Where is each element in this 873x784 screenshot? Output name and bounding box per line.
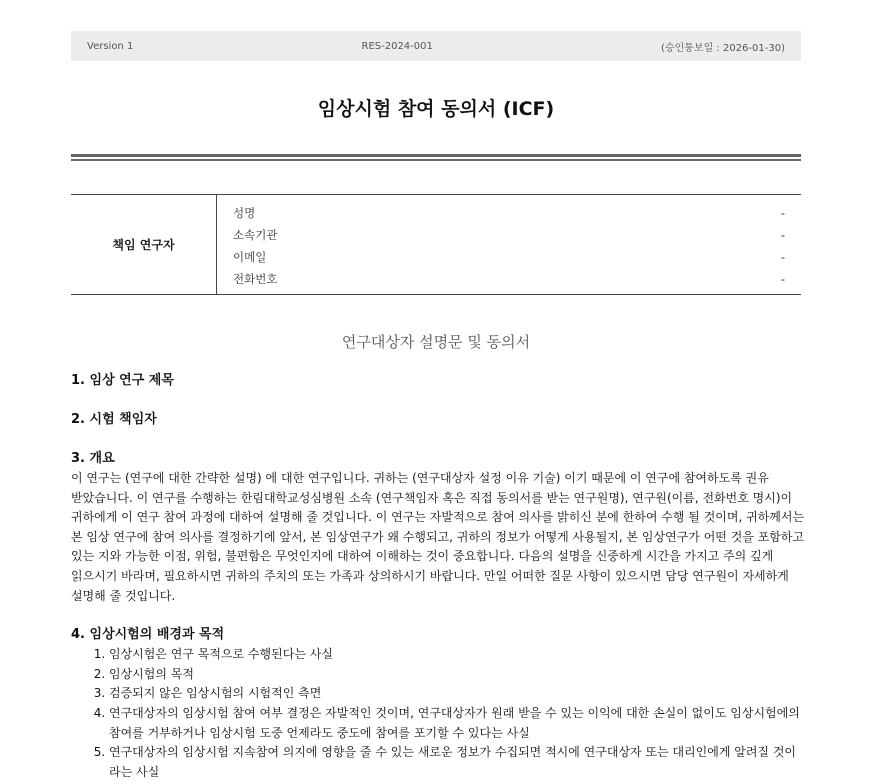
paragraph-line: 읽으시기 바라며, 필요하시면 귀하의 주치의 또는 가족과 상의하시기 바랍니다. 만일 어떠한 질문 사항이 있으시면 담당 연구원이 자세하게 [71,568,789,583]
field-label: 성명 [233,206,256,220]
investigator-table [71,194,801,295]
paragraph-line: 이 연구는 (연구에 대한 간략한 설명) 에 대한 연구입니다. 귀하는 (연구대상자 설정 이유 기술) 이기 때문에 이 연구에 참여하도록 권유 [71,471,769,485]
list-item: 3. 검증되지 않은 임상시험의 시험적인 측면 [109,684,801,704]
version-label: Version 1 [87,40,134,52]
paragraph-line: 귀하에게 이 연구 참여 과정에 대하여 설명해 줄 것입니다. 이 연구는 자발적으로 참여 의사를 밝히신 분에 한하여 수행 될 것이며, 귀하께서는 [71,510,805,525]
approval-date: (승인통보일 : 2026-01-30) [661,42,785,54]
paragraph-line: 있는 지와 가능한 이점, 위험, 불편함은 무엇인지에 대하여 이해하는 것이 중요합니다. 다음의 설명을 신중하게 시간을 가지고 주의 깊게 [71,549,774,564]
investigator-row [233,202,785,224]
section-heading: 4. 임상시험의 배경과 목적 [71,627,225,643]
section-subtitle: 연구대상자 설명문 및 동의서 [341,333,531,351]
list-item: 5. 연구대상자의 임상시험 지속참여 의지에 영향을 줄 수 있는 새로운 정보가 수집되면 적시에 연구대상자 또는 대리인에게 알려질 것이라는 사실 [109,743,801,782]
field-value: - [780,228,785,242]
investigator-row [233,224,785,246]
purpose-list [71,645,801,782]
section-heading: 3. 개요 [71,451,115,466]
page-title: 임상시험 참여 동의서 (ICF) [317,98,555,120]
field-value: - [780,206,785,220]
field-value: - [780,272,785,286]
investigator-row [233,246,785,268]
overview-paragraph [71,469,805,606]
divider [71,159,801,161]
document-header [71,31,801,61]
investigator-label: 책임 연구자 [71,195,217,294]
document-code: RES-2024-001 [361,40,433,52]
investigator-row [233,268,785,290]
document-body [71,371,805,782]
paragraph-line: 설명해 줄 것입니다. [71,588,176,603]
field-label: 이메일 [233,250,267,264]
paragraph-line: 본 임상 연구에 참여 의사를 결정하기에 앞서, 본 임상연구가 왜 수행되고, 귀하의 정보가 어떻게 사용될지, 본 임상연구가 어떤 것을 포함하고 [71,529,805,544]
field-label: 소속기관 [233,228,278,242]
list-item: 4. 연구대상자의 임상시험 참여 여부 결정은 자발적인 것이며, 연구대상자가 원래 받을 수 있는 이익에 대한 손실이 없이도 임상시험에의 참여를 거부하거나 임상시험 도중 언제라도 중도에 참여를 포기할 수 있다는 사실 [109,704,801,743]
section-heading: 1. 임상 연구 제목 [71,373,174,388]
field-value: - [780,250,785,264]
paragraph-line: 받았습니다. 이 연구를 수행하는 한림대학교성심병원 소속 (연구책임자 혹은 직접 동의서를 받는 연구원명), 연구원(이름, 전화번호 명시)이 [71,490,793,505]
field-label: 전화번호 [233,272,278,286]
divider [71,154,801,157]
section-heading: 2. 시험 책임자 [71,412,157,427]
list-item: 1. 임상시험은 연구 목적으로 수행된다는 사실 [109,645,801,665]
list-item: 2. 임상시험의 목적 [109,665,801,685]
